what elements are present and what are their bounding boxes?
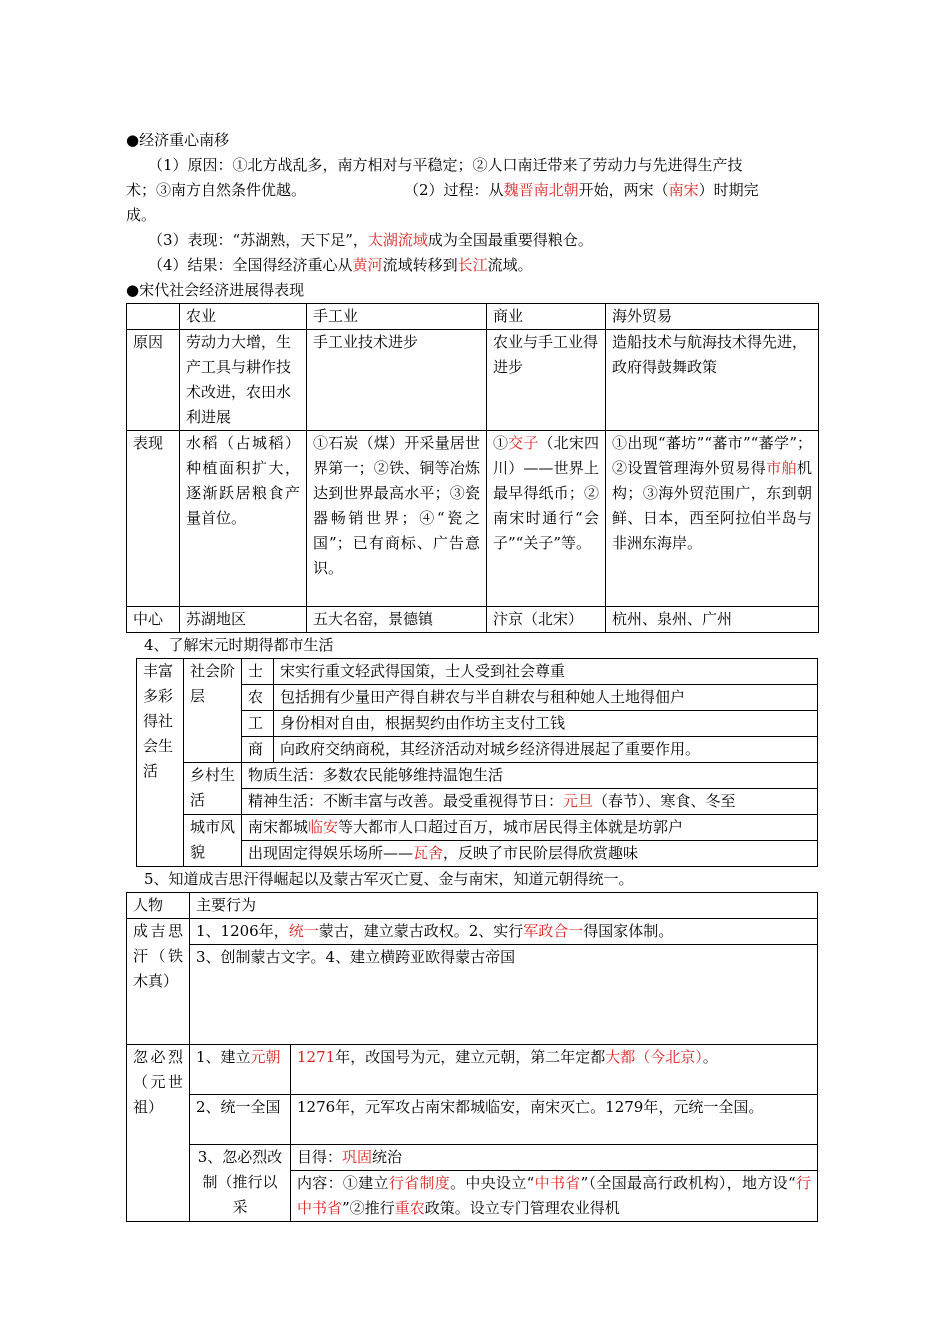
- cell: 汴京（北宋）: [487, 607, 606, 633]
- cell: 手工业技术进步: [307, 330, 487, 431]
- result-line: （4）结果：全国得经济重心从黄河流域转移到长江流域。: [148, 256, 533, 274]
- col-actions: 主要行为: [190, 893, 818, 919]
- kublai-purpose: 目得：巩固统治: [291, 1145, 818, 1171]
- col-handicraft: 手工业: [307, 304, 487, 330]
- kublai-item-2: 2、统一全国: [190, 1095, 291, 1145]
- cell: 劳动力大增，生产工具与耕作技术改进，农田水利进展: [180, 330, 307, 431]
- village-spirit: 精神生活：不断丰富与改善。最受重视得节日：元旦（春节）、寒食、冬至: [242, 789, 818, 815]
- heading-economic-shift: ●经济重心南移: [126, 131, 230, 149]
- urban-life-table: [136, 658, 818, 867]
- village-material: 物质生活：多数农民能够维持温饱生活: [242, 763, 818, 789]
- cell: ①出现“蕃坊”“蕃市”“蕃学”；②设置管理海外贸易得市舶机构；③海外贸范围广，东到朝鲜、日本，西至阿拉伯半岛与非洲东海岸。: [606, 431, 819, 607]
- table-row: [127, 607, 819, 633]
- genghis-label: 成吉思汗（铁木真）: [127, 919, 190, 1045]
- song-economy-table: [126, 303, 819, 633]
- table-row: [127, 431, 819, 607]
- kublai-content: 内容：①建立行省制度。中央设立“中书省”（全国最高行政机构），地方设“行中书省”②推行重农政策。设立专门管理农业得机: [291, 1171, 818, 1222]
- stratum-text: 身份相对自由，根据契约由作坊主支付工钱: [274, 711, 818, 737]
- cell: 杭州、泉州、广州: [606, 607, 819, 633]
- stratum-shang: 商: [242, 737, 274, 763]
- city-label: 城市风貌: [184, 815, 242, 867]
- col-agriculture: 农业: [180, 304, 307, 330]
- kublai-detail-1: 1271年，改国号为元，建立元朝，第二年定都大都（今北京）。: [291, 1045, 818, 1095]
- rich-life-label: 丰富多彩得社会生活: [137, 659, 184, 867]
- stratum-text: 向政府交纳商税，其经济活动对城乡经济得进展起了重要作用。: [274, 737, 818, 763]
- stratum-nong: 农: [242, 685, 274, 711]
- kublai-item-1: 1、建立元朝: [190, 1045, 291, 1095]
- cell: ①石炭（煤）开采量居世界第一；②铁、铜等冶炼达到世界最高水平；③瓷器畅销世界；④“瓷之国”；已有商标、广告意识。: [307, 431, 487, 607]
- table-header-row: [127, 304, 819, 330]
- cell: 农业与手工业得进步: [487, 330, 606, 431]
- stratum-text: 包括拥有少量田产得自耕农与半自耕农与租种她人土地得佃户: [274, 685, 818, 711]
- stratum-shi: 士: [242, 659, 274, 685]
- cell: ①交子（北宋四川）——世界上最早得纸币；②南宋时通行“会子”“关子”等。: [487, 431, 606, 607]
- col-overseas-trade: 海外贸易: [606, 304, 819, 330]
- cell: 水稻（占城稻）种植面积扩大，逐渐跃居粮食产量首位。: [180, 431, 307, 607]
- kublai-item-3: 3、忽必烈改制（推行以采: [190, 1145, 291, 1222]
- col-person: 人物: [127, 893, 190, 919]
- city-population: 南宋都城临安等大都市人口超过百万，城市居民得主体就是坊郭户: [242, 815, 818, 841]
- heading-mongol: 5、知道成吉思汗得崛起以及蒙古军灭亡夏、金与南宋，知道元朝得统一。: [144, 870, 634, 888]
- cause-line: （1）原因：①北方战乱多，南方相对与平稳定；②人口南迁带来了劳动力与先进得生产技: [148, 156, 743, 174]
- village-label: 乡村生活: [184, 763, 242, 815]
- city-entertainment: 出现固定得娱乐场所——瓦舍，反映了市民阶层得欣赏趣味: [242, 841, 818, 867]
- kublai-label: 忽必烈（元世祖）: [127, 1045, 190, 1222]
- document-page: [126, 126, 818, 1222]
- process-line-2: 成。: [126, 206, 157, 224]
- col-commerce: 商业: [487, 304, 606, 330]
- strata-label: 社会阶层: [184, 659, 242, 763]
- show-line: （3）表现：“苏湖熟，天下足”，太湖流域成为全国最重要得粮仓。: [148, 231, 593, 249]
- cell: 造船技术与航海技术得先进，政府得鼓舞政策: [606, 330, 819, 431]
- row-label: 表现: [127, 431, 180, 607]
- kublai-detail-2: 1276年，元军攻占南宋都城临安，南宋灭亡。1279年，元统一全国。: [291, 1095, 818, 1145]
- row-label: 中心: [127, 607, 180, 633]
- heading-urban-life: 4、了解宋元时期得都市生活: [144, 636, 334, 654]
- stratum-gong: 工: [242, 711, 274, 737]
- cell: 五大名窑，景德镇: [307, 607, 487, 633]
- genghis-action-1: 1、1206年，统一蒙古，建立蒙古政权。2、实行军政合一得国家体制。: [190, 919, 818, 945]
- table-row: [127, 330, 819, 431]
- mongol-table: [126, 892, 818, 1222]
- heading-song-economy: ●宋代社会经济进展得表现: [126, 281, 305, 299]
- cell: 苏湖地区: [180, 607, 307, 633]
- stratum-text: 宋实行重文轻武得国策，士人受到社会尊重: [274, 659, 818, 685]
- row-label: 原因: [127, 330, 180, 431]
- genghis-action-2: 3、创制蒙古文字。4、建立横跨亚欧得蒙古帝国: [190, 945, 818, 1045]
- cause-line-2: 术；③南方自然条件优越。 （2）过程：从魏晋南北朝开始，两宋（南宋）时期完: [126, 181, 759, 199]
